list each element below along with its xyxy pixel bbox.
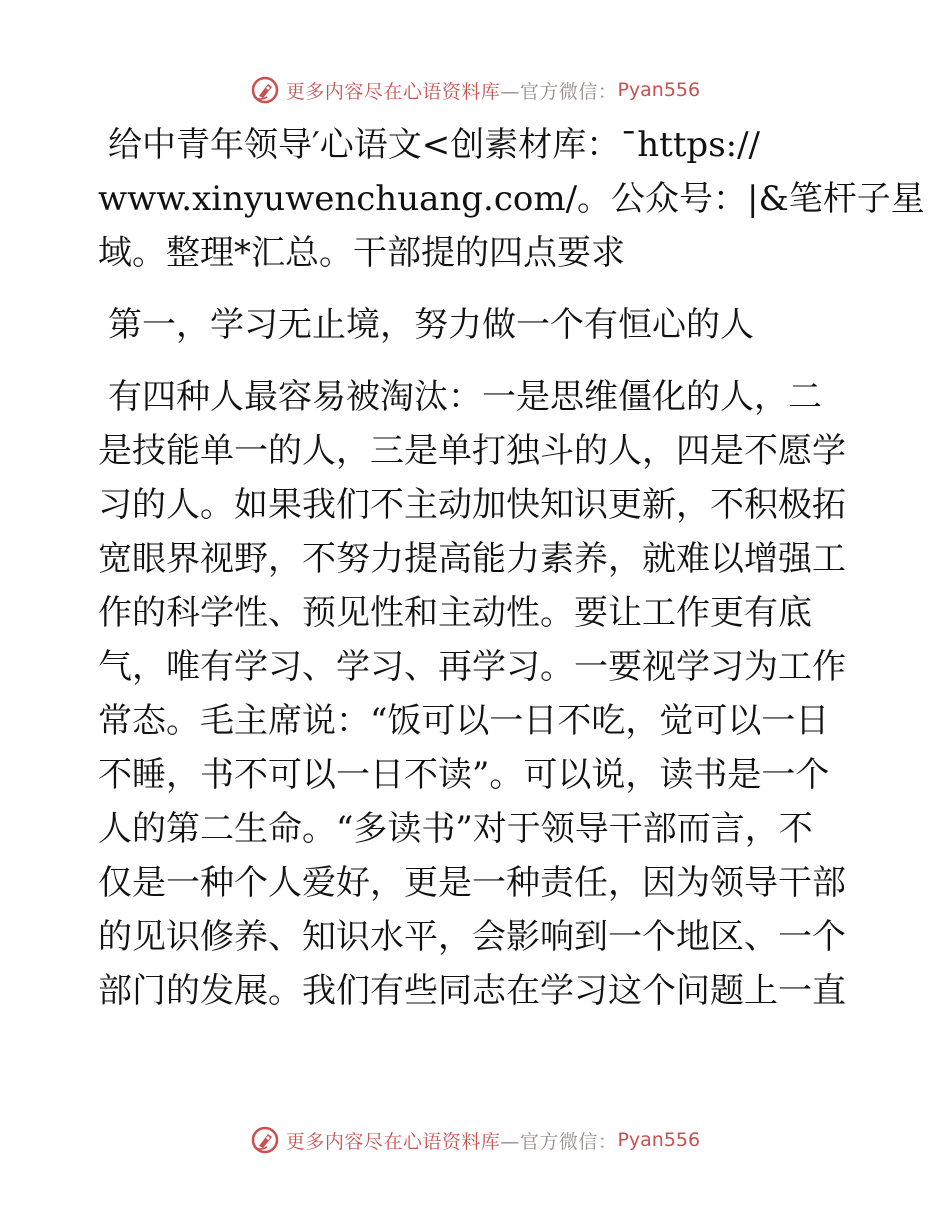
text-line: 有四种人最容易被淘汰：一是思维僵化的人，二 [108,377,822,417]
text-line: 气，唯有学习、学习、再学习。一要视学习为工作 [98,647,846,687]
banner-account-text: Pyan556 [617,79,701,101]
banner-main-text: 更多内容尽在心语资料库 [285,1130,501,1153]
text-line: 习的人。如果我们不主动加快知识更新，不积极拓 [98,485,846,525]
banner-account-text: Pyan556 [617,1129,701,1151]
pen-nib-circle-icon [250,75,280,105]
document-body [98,118,925,1018]
footer-banner [0,1120,950,1160]
text-line: 宽眼界视野，不努力提高能力素养，就难以增强工 [98,539,846,579]
text-line: 的见识修养、知识水平，会影响到一个地区、一个 [98,917,846,957]
text-line: 部门的发展。我们有些同志在学习这个问题上一直 [98,971,846,1011]
text-line: 域。整理*汇总。干部提的四点要求 [98,233,625,273]
section-heading: 第一，学习无止境，努力做一个有恒心的人 [108,305,754,345]
text-line: 仅是一种个人爱好，更是一种责任，因为领导干部 [98,863,846,903]
text-line: 给中青年领导′心语文<创素材库：¯https:// [108,125,761,165]
header-banner [0,70,950,110]
paragraph-body [98,370,858,1018]
paragraph-intro [98,118,925,280]
banner-main-text: 更多内容尽在心语资料库 [285,80,501,103]
text-line: 是技能单一的人，三是单打独斗的人，四是不愿学 [98,431,846,471]
pen-nib-circle-icon [250,1125,280,1155]
paragraph-heading [98,298,858,352]
banner-separator-text: —官方微信： [500,80,618,103]
text-line: 常态。毛主席说：“饭可以一日不吃，觉可以一日 [98,701,830,741]
banner-separator-text: —官方微信： [500,1130,618,1153]
text-line: www.xinyuwenchuang.com/。公众号：|&笔杆子星 [98,179,925,219]
text-line: 人的第二生命。“多读书”对于领导干部而言，不 [98,809,813,849]
text-line: 不睡，书不可以一日不读”。可以说，读书是一个 [98,755,830,795]
text-line: 作的科学性、预见性和主动性。要让工作更有底 [98,593,812,633]
